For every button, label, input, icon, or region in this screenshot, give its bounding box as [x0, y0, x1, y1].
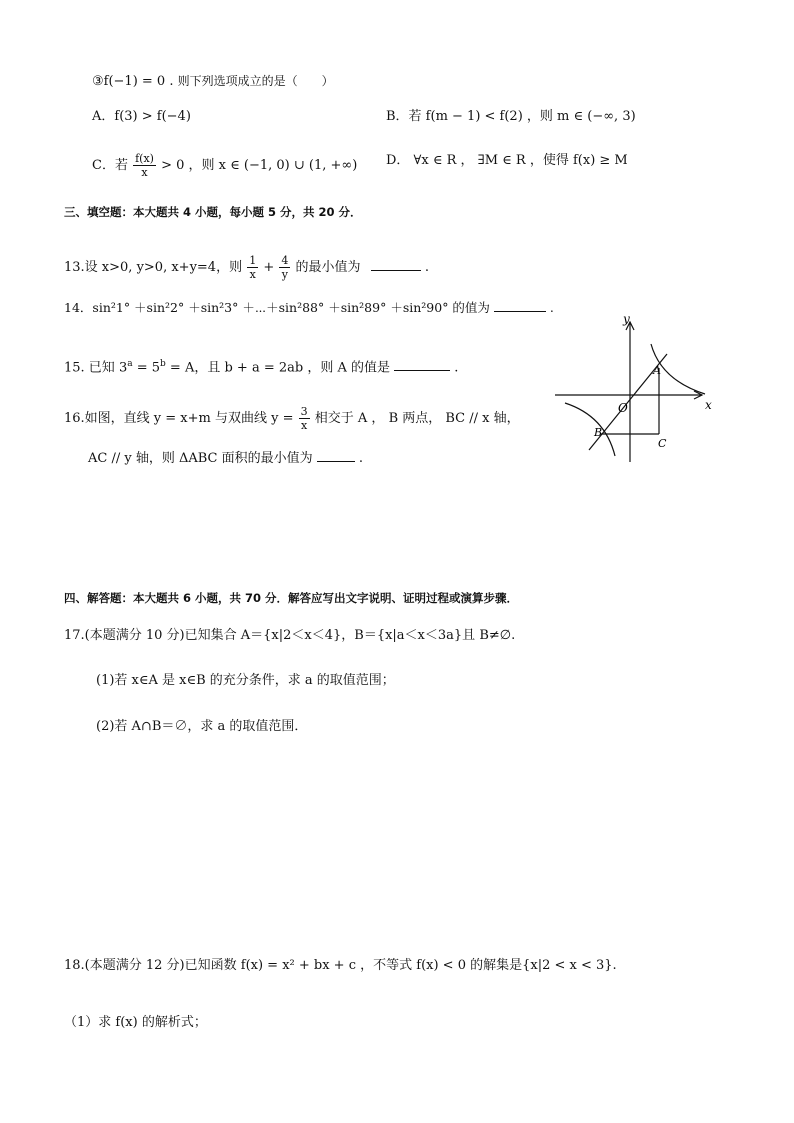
- label-y: y: [623, 312, 630, 326]
- q13-frac1-denominator: x: [249, 268, 256, 281]
- question-16-line2: [88, 449, 363, 468]
- q16-answer-blank[interactable]: [317, 449, 355, 462]
- question-17-part-2: (2)若 A∩B＝∅，求 a 的取值范围．: [96, 719, 308, 734]
- q16-line1-suffix: 相交于 A ， B 两点， BC // x 轴，: [314, 411, 520, 426]
- q12-option-a: A．f(3) > f(−4): [92, 109, 191, 124]
- q15-answer-blank[interactable]: [394, 358, 450, 371]
- q14-end: .: [549, 300, 554, 315]
- question-13: [64, 254, 429, 281]
- q13-frac2-numerator: 4: [281, 254, 289, 267]
- q12-option-c: [92, 152, 357, 179]
- q12-optc-numerator: f(x): [135, 152, 154, 165]
- q14-answer-blank[interactable]: [494, 299, 546, 312]
- q16-line1-prefix: 16.如图，直线 y = x+m 与双曲线 y =: [64, 411, 294, 426]
- q12-optc-denominator: x: [141, 166, 148, 179]
- section-3-title: 三、填空题：本大题共 4 小题，每小题 5 分，共 20 分．: [64, 205, 362, 219]
- question-16-line1: [64, 405, 520, 432]
- q12-option-d: D． ∀x ∈ R ， ∃M ∈ R ，使得 f(x) ≥ M: [386, 153, 628, 168]
- question-17-part-1: (1)若 x∈A 是 x∈B 的充分条件，求 a 的取值范围；: [96, 673, 395, 688]
- q12-condition-3: [92, 72, 334, 91]
- label-point-b: B: [594, 426, 603, 439]
- q12-option-b: B．若 f(m − 1) < f(2) ，则 m ∈ (−∞, 3): [386, 109, 636, 124]
- q13-plus: +: [263, 260, 275, 275]
- q16-figure: [545, 310, 725, 470]
- q15-prefix: 15. 已知 3: [64, 360, 128, 376]
- q13-frac1-numerator: 1: [249, 254, 257, 267]
- q13-prefix: 13.设 x>0, y>0, x+y=4，则: [64, 260, 243, 275]
- label-point-c: C: [658, 437, 667, 450]
- q13-frac2-denominator: y: [281, 268, 289, 281]
- q15-mid: = 5: [132, 360, 161, 376]
- q13-suffix: 的最小值为: [295, 260, 361, 275]
- q16-fraction: [299, 405, 310, 432]
- label-origin: O: [618, 401, 628, 415]
- q15-suffix: = A，且 b + a = 2ab ，则 A 的值是: [165, 360, 390, 376]
- question-18-part-1: （1）求 f(x) 的解析式；: [64, 1015, 207, 1030]
- q13-fraction-1: [247, 254, 258, 281]
- question-14: [64, 299, 554, 317]
- q16-end: .: [358, 451, 364, 466]
- q16-frac-denominator: x: [301, 419, 308, 432]
- q13-fraction-2: [279, 254, 290, 281]
- label-x: x: [705, 398, 712, 412]
- label-point-a: A: [653, 364, 661, 377]
- q15-exponent-b: b: [160, 359, 166, 369]
- section-4-title: 四、解答题：本大题共 6 小题，共 70 分．解答应写出文字说明、证明过程或演算步骤．: [64, 591, 519, 605]
- q13-end: .: [424, 260, 429, 275]
- question-17-stem: 17.(本题满分 10 分)已知集合 A＝{x|2＜x＜4}，B＝{x|a＜x＜3a}且 B≠∅.: [64, 628, 516, 643]
- q12-cond3-formula: ③f(−1) = 0 .: [92, 74, 174, 89]
- q14-text: 14．sin²1° ＋sin²2° ＋sin²3° ＋⋯＋sin²88° ＋sin²89° ＋sin²90° 的值为: [64, 300, 490, 315]
- q12-optc-tail: > 0 ，则 x ∈ (−1, 0) ∪ (1, +∞): [161, 158, 358, 173]
- q16-frac-numerator: 3: [300, 405, 308, 418]
- q15-exponent-a: a: [127, 359, 133, 369]
- q12-optc-prefix: C．若: [92, 158, 128, 173]
- q12-optc-fraction: [133, 152, 156, 179]
- q16-line2-text: AC // y 轴，则 ΔABC 面积的最小值为: [88, 451, 313, 466]
- q12-cond3-tail: 则下列选项成立的是（ ）: [177, 74, 334, 88]
- q13-answer-blank[interactable]: [371, 258, 421, 271]
- q15-end: .: [454, 360, 459, 376]
- question-18-stem: 18.(本题满分 12 分)已知函数 f(x) = x² + bx + c ，不等式 f(x) < 0 的解集是{x|2 < x < 3}.: [64, 958, 617, 973]
- question-15: [64, 355, 458, 377]
